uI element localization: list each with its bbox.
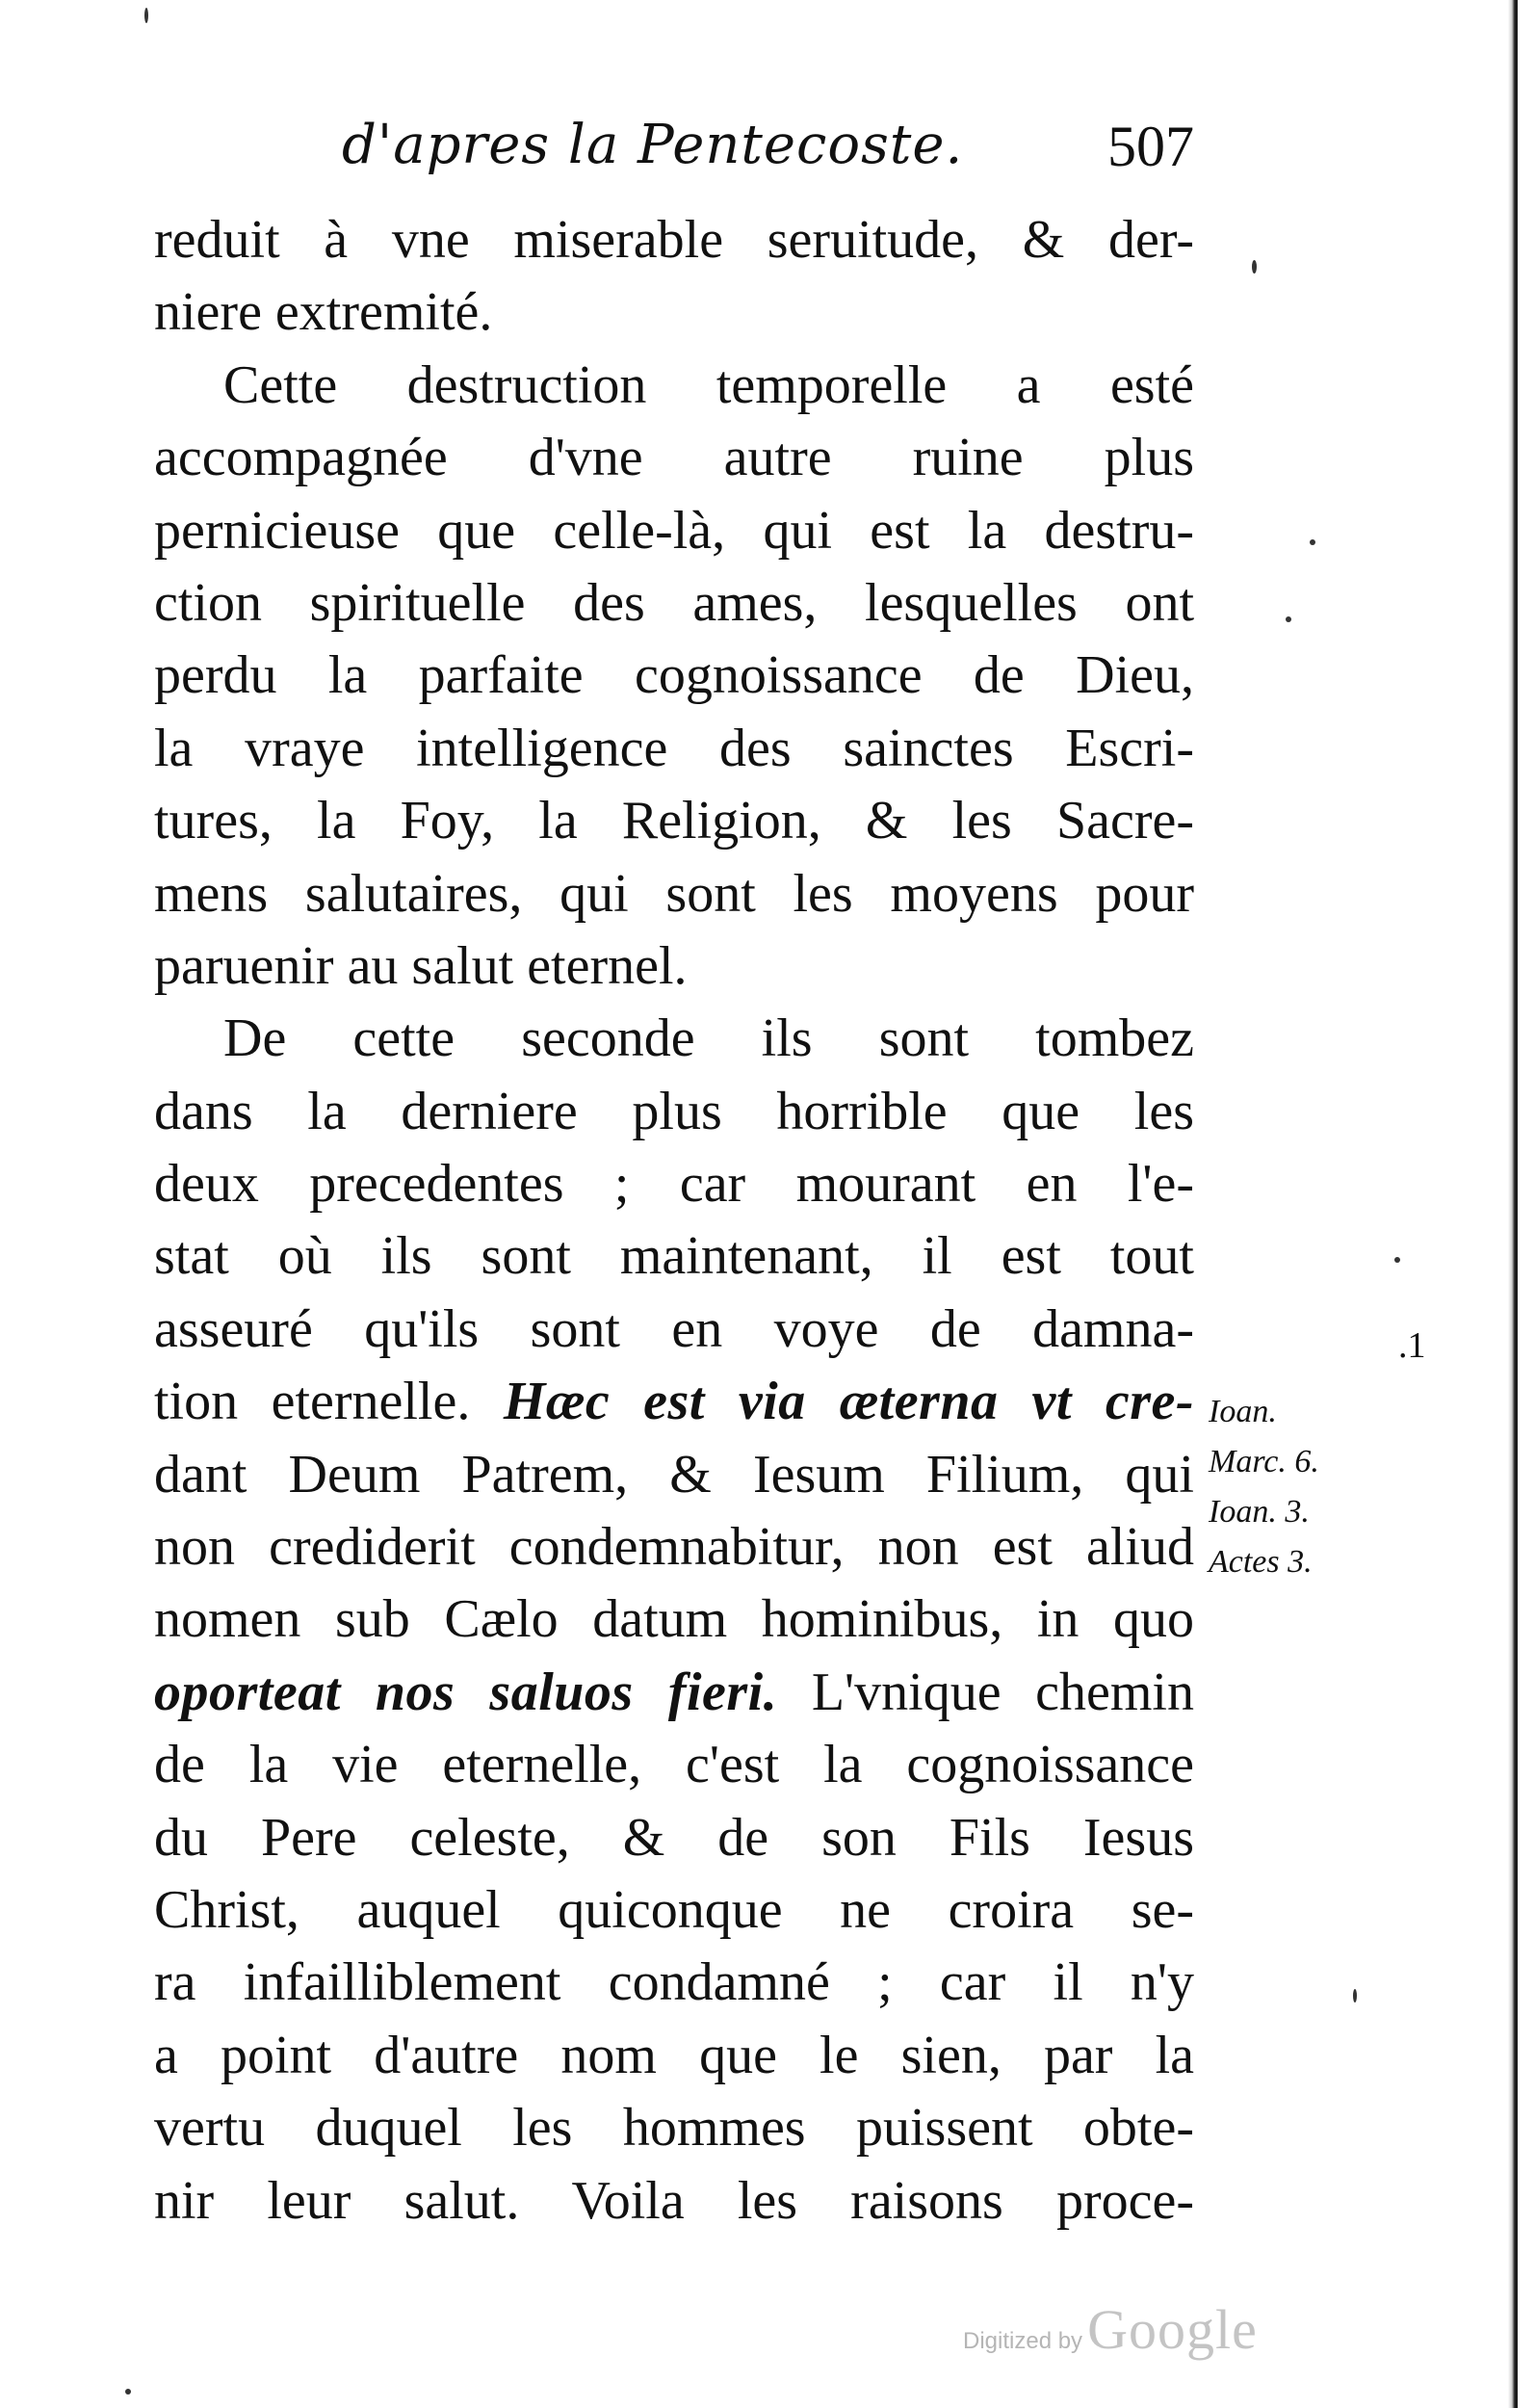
text-line-mixed [154, 1366, 1194, 1438]
scan-speck [144, 8, 148, 23]
text-line: De cette seconde ils sont tombez [223, 1008, 1194, 1069]
margin-note: Ioan. [1209, 1394, 1277, 1429]
latin-quote-line: nomen sub Cælo datum hominibus, in quo [154, 1589, 1194, 1650]
text-line: paruenir au salut eternel. [154, 935, 688, 996]
scan-speck [1286, 616, 1291, 622]
text-line-mixed [154, 1657, 1194, 1729]
text-line: niere extremité. [154, 282, 493, 343]
margin-note: Ioan. 3. [1209, 1494, 1310, 1530]
text-line: du Pere celeste, & de son Fils Iesus [154, 1807, 1194, 1868]
text-line: a point d'autre nom que le sien, par la [154, 2025, 1194, 2085]
text-line: Christ, auquel quiconque ne croira se- [154, 1879, 1194, 1940]
text-line: la vraye intelligence des sainctes Escri- [154, 718, 1194, 778]
latin-quote: oporteat nos saluos fieri. [154, 1662, 778, 1722]
scan-speck [1252, 260, 1257, 274]
text-line: deux precedentes ; car mourant en l'e- [154, 1154, 1194, 1215]
text-line: de la vie eternelle, c'est la cognoissance [154, 1735, 1194, 1795]
latin-quote-line: non crediderit condemnabitur, non est aliud [154, 1517, 1194, 1578]
text-roman: tion eternelle. [154, 1372, 504, 1432]
text-line: pernicieuse que celle-là, qui est la destru- [154, 500, 1194, 561]
scan-speck [1310, 539, 1315, 545]
scan-speck [1353, 1989, 1357, 2002]
body-text [154, 204, 1194, 2238]
text-line: ction spirituelle des ames, lesquelles ont [154, 572, 1194, 633]
latin-quote: Hæc est via æterna vt cre- [503, 1372, 1194, 1432]
text-line: perdu la parfaite cognoissance de Dieu, [154, 645, 1194, 706]
text-line: stat où ils sont maintenant, il est tout [154, 1226, 1194, 1287]
scan-speck [1394, 1257, 1400, 1263]
text-line: tures, la Foy, la Religion, & les Sacre- [154, 791, 1194, 851]
text-line: dans la derniere plus horrible que les [154, 1081, 1194, 1141]
text-line: Cette destruction temporelle a esté [223, 354, 1194, 415]
margin-notes [1209, 1387, 1363, 1587]
text-line: accompagnée d'vne autre ruine plus [154, 428, 1194, 488]
watermark-prefix: Digitized by [963, 2328, 1083, 2354]
google-logo: Google [1087, 2298, 1258, 2361]
text-line: reduit à vne miserable seruitude, & der- [154, 210, 1194, 270]
text-line: mens salutaires, qui sont les moyens pour [154, 863, 1194, 924]
text-line: ra infailliblement condamné ; car il n'y [154, 1952, 1194, 2013]
text-roman: L'vnique chemin [777, 1662, 1194, 1722]
scan-speck [125, 2389, 131, 2395]
margin-note: Actes 3. [1209, 1544, 1313, 1580]
text-line: nir leur salut. Voila les raisons proce- [154, 2170, 1194, 2231]
running-head [323, 114, 1194, 200]
page-number: 507 [1107, 115, 1194, 178]
margin-marker: .1 [1398, 1325, 1426, 1366]
text-line: vertu duquel les hommes puissent obte- [154, 2098, 1194, 2159]
latin-quote-line: dant Deum Patrem, & Iesum Filium, qui [154, 1444, 1194, 1505]
text-line: asseuré qu'ils sont en voye de damna- [154, 1298, 1194, 1359]
margin-note: Marc. 6. [1209, 1444, 1319, 1479]
running-head-title: d'apres la Pentecoste. [342, 114, 964, 176]
page-edge-shadow [1508, 0, 1518, 2408]
digitized-by-google-watermark [963, 2297, 1258, 2361]
